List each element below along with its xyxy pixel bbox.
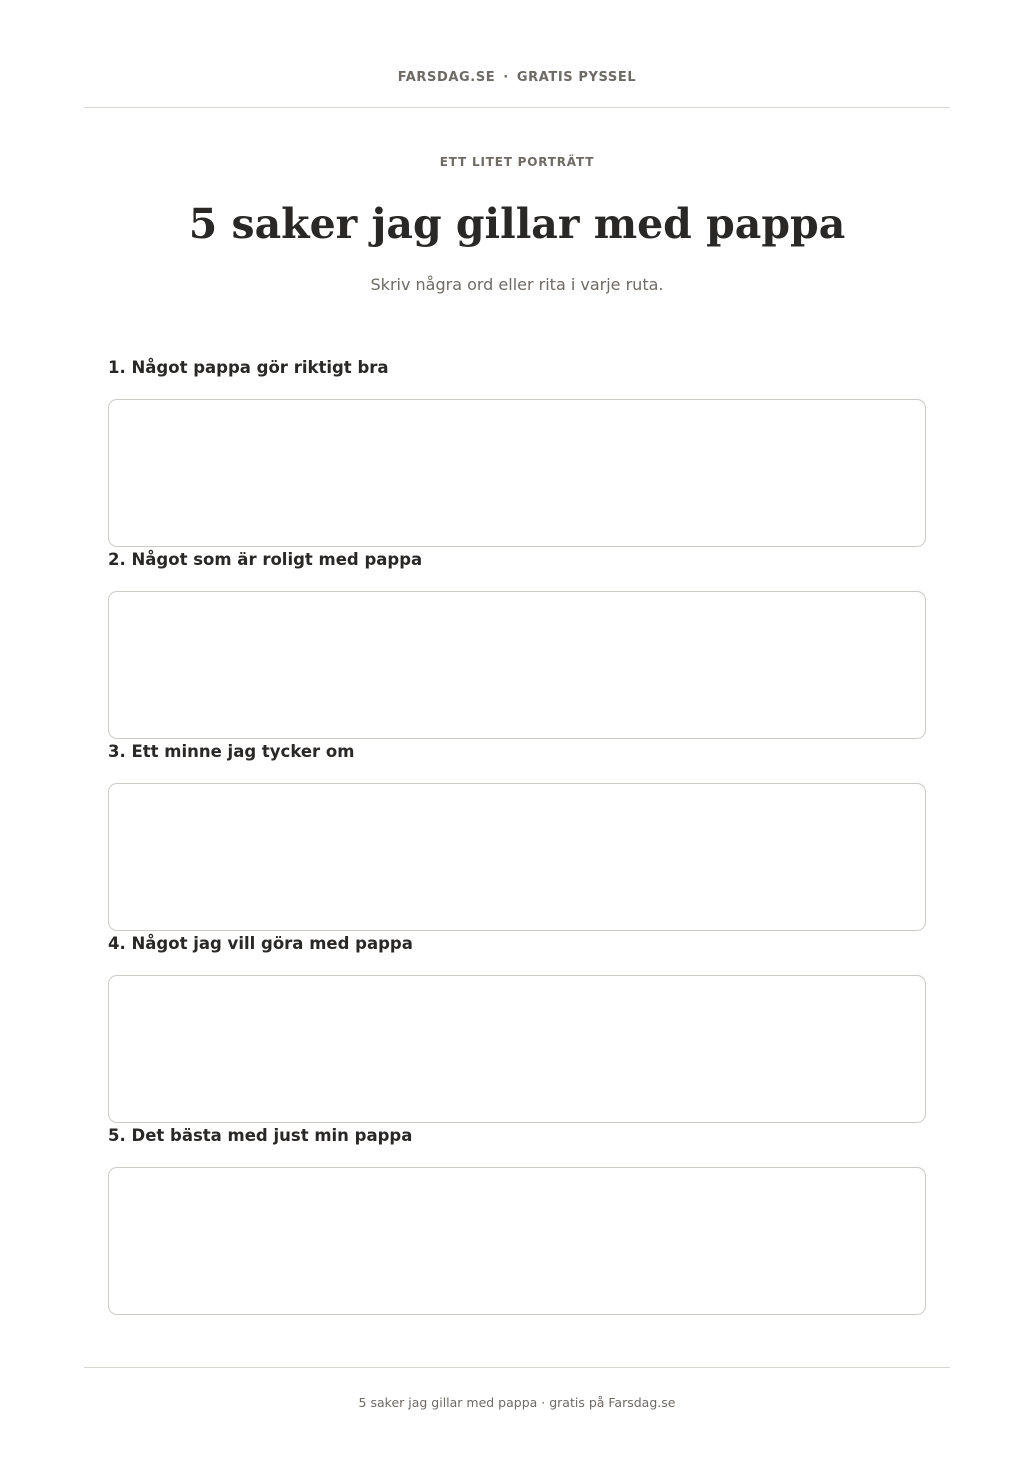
- section-label: 3. Ett minne jag tycker om: [108, 742, 355, 761]
- page-subtitle: Skriv några ord eller rita i varje ruta.: [370, 275, 664, 294]
- section-label: 1. Något pappa gör riktigt bra: [108, 358, 389, 377]
- header-separator: ·: [503, 70, 509, 85]
- site-name: FARSDAG.SE: [397, 70, 496, 85]
- header-divider: [84, 107, 950, 108]
- eyebrow-label: ETT LITET PORTRÄTT: [439, 155, 595, 169]
- answer-box[interactable]: [108, 591, 926, 739]
- site-header: [0, 70, 1034, 85]
- section-1: [108, 358, 926, 547]
- section-4: [108, 934, 926, 1123]
- section-label: 4. Något jag vill göra med pappa: [108, 934, 413, 953]
- page-title: 5 saker jag gillar med pappa: [188, 200, 846, 248]
- section-label: 5. Det bästa med just min pappa: [108, 1126, 413, 1145]
- answer-box[interactable]: [108, 783, 926, 931]
- footer-divider: [84, 1367, 950, 1368]
- page-footer: 5 saker jag gillar med pappa · gratis på Farsdag.se: [358, 1395, 676, 1410]
- site-category: GRATIS PYSSEL: [516, 70, 637, 85]
- section-2: [108, 550, 926, 739]
- answer-box[interactable]: [108, 975, 926, 1123]
- answer-box[interactable]: [108, 399, 926, 547]
- section-3: [108, 742, 926, 931]
- section-5: [108, 1126, 926, 1315]
- section-label: 2. Något som är roligt med pappa: [108, 550, 423, 569]
- answer-box[interactable]: [108, 1167, 926, 1315]
